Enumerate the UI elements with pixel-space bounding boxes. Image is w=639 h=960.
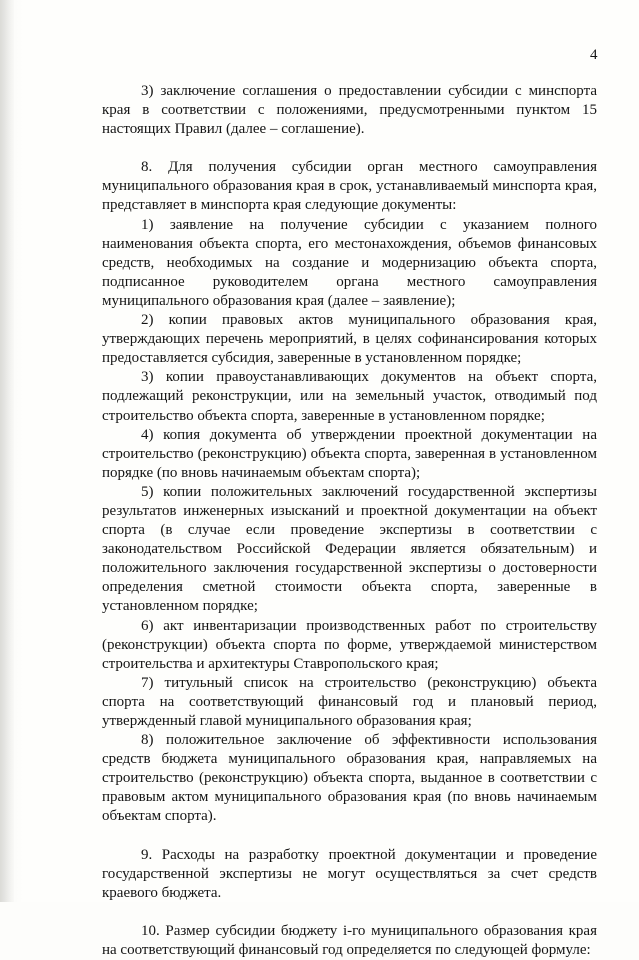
- paragraph: 4) копия документа об утверждении проектной документации на строительство (реконструкцию) объекта спорта, заверенная в установленном порядке (по вновь начинаемым объектам спорта);: [102, 426, 597, 481]
- paragraph: 7) титульный список на строительство (реконструкцию) объекта спорта на соответствующий финансовый год и плановый период, утвержденный главой муниципального образования края;: [102, 674, 597, 729]
- paragraph: 8. Для получения субсидии орган местного самоуправления муниципального образования края в срок, устанавливаемый минспорта края, представляет в минспорта края следующие документы:: [102, 159, 597, 214]
- paragraph: 1) заявление на получение субсидии с указанием полного наименования объекта спорта, его местонахождения, объемов финансовых средств, необходимых на создание и модернизацию объекта спорта, подписанное руководителем органа местного самоуправления муниципального образования края (далее – заявление);: [102, 216, 597, 309]
- paragraph: 3) копии правоустанавливающих документов на объект спорта, подлежащий реконструкции, или на земельный участок, отводимый под строительство объекта спорта, заверенные в установленном порядке;: [102, 369, 597, 424]
- document-body: [102, 82, 597, 960]
- page-number: 4: [590, 47, 598, 63]
- paragraph: 3) заключение соглашения о предоставлении субсидии с минспорта края в соответствии с положениями, предусмотренными пунктом 15 настоящих Правил (далее – соглашение).: [102, 83, 597, 138]
- paragraph: 10. Размер субсидии бюджету i-го муниципального образования края на соответствующий финансовый год определяется по следующей формуле:: [102, 922, 597, 958]
- paragraph: 8) положительное заключение об эффективности использования средств бюджета муниципального образования края, направляемых на строительство (реконструкцию) объекта спорта, выданное в соответствии с правовым актом муниципального образования края (по вновь начинаемым объектам спорта).: [102, 732, 597, 825]
- paragraph-gap: [102, 139, 597, 158]
- scan-edge-shadow: [0, 0, 14, 902]
- paragraph: 5) копии положительных заключений государственной экспертизы результатов инженерных изысканий и проектной документации на объект спорта (в случае если проведение экспертизы в соответствии с законодательством Российской Федерации является обязательным) и положительного заключения государственной экспертизы о достоверности определения сметной стоимости объекта спорта, заверенные в установленном порядке;: [102, 483, 597, 615]
- paragraph-gap: [102, 903, 597, 922]
- paragraph: 6) акт инвентаризации производственных работ по строительству (реконструкции) объекта спорта по форме, утверждаемой министерством строительства и архитектуры Ставропольского края;: [102, 617, 597, 672]
- paragraph: 2) копии правовых актов муниципального образования края, утверждающих перечень мероприятий, в целях софинансирования которых предоставляется субсидия, заверенные в установленном порядке;: [102, 312, 597, 367]
- paragraph-gap: [102, 827, 597, 846]
- paragraph: 9. Расходы на разработку проектной документации и проведение государственной экспертизы не могут осуществляться за счет средств краевого бюджета.: [102, 846, 597, 901]
